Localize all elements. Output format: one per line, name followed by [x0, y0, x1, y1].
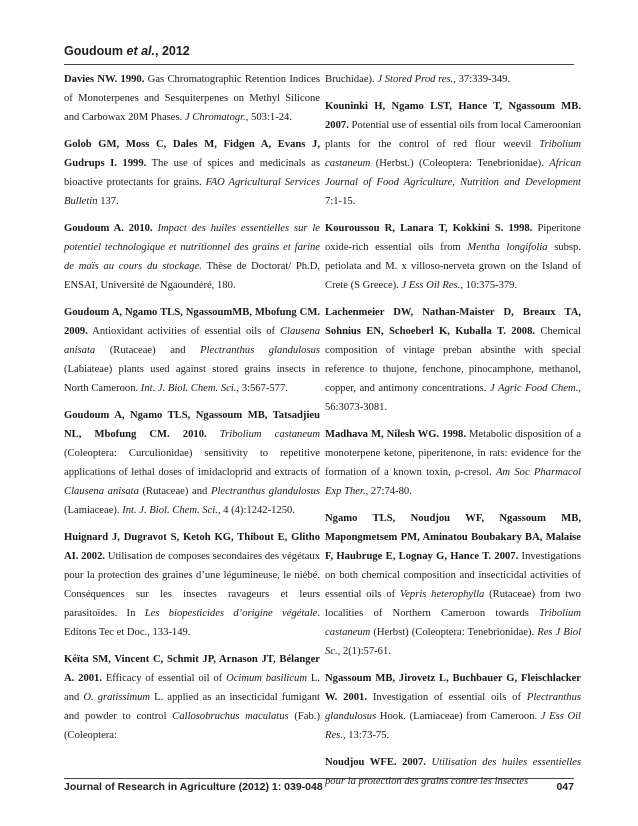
- reference-authors: Goudoum A, Ngamo TLS, NgassoumMB, Mbofung CM. 2009.: [64, 307, 320, 337]
- header-year: , 2012: [155, 44, 190, 58]
- running-header: [64, 44, 190, 58]
- reference-text: Investigation of essential oils of: [366, 692, 527, 703]
- reference-text: Utilisation de composes secondaires des végétaux pour la protection des graines d’une légumineuse, le niébé. Conséquences sur les insectes ravageurs et leurs parasitoïdes. In: [64, 551, 321, 619]
- species-name: Plectranthus glandulosus: [325, 692, 581, 722]
- reference-entry: [64, 406, 320, 520]
- species-name: Plectranthus glandulosus: [211, 486, 320, 497]
- reference-column-right: [325, 70, 581, 799]
- reference-text: (Coleoptera: Curculionidae) sensitivity to repetitive applications of lethal doses of imidacloprid and extracts of: [64, 448, 320, 478]
- reference-authors: Huignard J, Dugravot S, Ketoh KG, Thibout E, Glitho AI. 2002.: [64, 532, 320, 562]
- reference-text: , 503:1-24.: [245, 112, 292, 123]
- reference-text: Piperitone oxide-rich essential oils from: [325, 223, 581, 253]
- reference-text: Thèse de Doctorat/ Ph.D, ENSAI, Université de Ngaoundéré, 180.: [64, 261, 320, 291]
- reference-entry: [64, 219, 320, 295]
- reference-authors: Lachenmeier DW, Nathan-Maister D, Breaux TA, Sohnius EN, Schoeberl K, Kuballa T. 2008.: [325, 307, 581, 337]
- reference-text: 137.: [97, 196, 119, 207]
- reference-text: Efficacy of essential oil of: [101, 673, 227, 684]
- reference-text: Chemical composition of vintage preban absinthe with special reference to thujone, fenchone, pinocamphone, methanol, copper, and antimony concentrations.: [325, 326, 582, 394]
- reference-column-left: [64, 70, 320, 753]
- reference-text: (Rutaceae) and: [138, 486, 211, 497]
- reference-journal: Int. J. Biol. Chem. Sci.: [140, 383, 237, 394]
- reference-text: (Fab.) (Coleoptera:: [64, 711, 320, 741]
- reference-authors: Goudoum A. 2010.: [64, 223, 153, 234]
- header-rule: [64, 64, 574, 65]
- species-name: Tribolium castaneum: [219, 429, 320, 440]
- reference-text: , 4 (4):1242-1250.: [217, 505, 295, 516]
- reference-text: , 27:74-80.: [365, 486, 412, 497]
- reference-title: Utilisation des huiles essentielles pour la protection des grains contre les insectes: [325, 757, 582, 787]
- reference-text: Antioxidant activities of essential oils of: [87, 326, 280, 337]
- reference-text: (Labiateae) plants used against stored grains insects in North Cameroon.: [64, 364, 320, 394]
- reference-entry: [325, 97, 581, 211]
- species-name: Vepris heterophylla: [399, 589, 485, 600]
- reference-text: Hook. (Lamiaceae) from Cameroon.: [376, 711, 541, 722]
- reference-entry: [325, 425, 581, 501]
- species-name: Plectranthus glandulosus: [200, 345, 320, 356]
- reference-text: (Herbst) (Coleoptera: Tenebrionidae).: [370, 627, 538, 638]
- reference-text: (Rutaceae) from two localities of Northern Cameroon towards: [325, 589, 581, 619]
- reference-authors: Noudjou WFE. 2007.: [325, 757, 426, 768]
- reference-authors: Kéïta SM, Vincent C, Schmit JP, Arnason JT, Bélanger A. 2001.: [64, 654, 320, 684]
- reference-authors: Golob GM, Moss C, Dales M, Fidgen A, Evans J, Gudrups I. 1999.: [64, 139, 320, 169]
- reference-authors: Davies NW. 1990.: [64, 74, 145, 85]
- reference-text: 7:1-15.: [325, 196, 356, 207]
- reference-authors: Ngassoum MB, Jirovetz L, Buchbauer G, Fleischlacker W. 2001.: [325, 673, 581, 703]
- species-name: Mentha longifolia: [467, 242, 548, 253]
- species-name: O. gratissimum: [83, 692, 151, 703]
- reference-entry: [64, 70, 320, 127]
- reference-title: Impact des huiles essentielles sur le potentiel technologique et nutritionnel des grains et farine de maïs au cours du stockage.: [64, 223, 320, 272]
- reference-journal: African Journal of Food Agriculture, Nutrition and Development: [325, 158, 581, 188]
- reference-text: , 56:3073-3081.: [325, 383, 582, 413]
- reference-text: (Lamiaceae).: [64, 505, 123, 516]
- species-name: Ocimum basilicum: [226, 673, 307, 684]
- species-name: Tribolium castaneum: [325, 608, 581, 638]
- species-name: Tribolium castaneum: [325, 139, 581, 169]
- reference-text: Gas Chromatographic Retention Indices of Monoterpenes and Sesquiterpenes on Methyl Silicone and Carbowax 20M Phases.: [64, 74, 320, 123]
- reference-text: subsp. petiolata and M. x villoso-nerveta grown on the Island of Crete (S Greece).: [325, 242, 581, 291]
- reference-text: , 3:567-577.: [236, 383, 288, 394]
- reference-journal: J Agric Food Chem.: [489, 383, 579, 394]
- reference-authors: Goudoum A, Ngamo TLS, Ngassoum MB, Tatsadjieu NL, Mbofung CM. 2010.: [64, 410, 320, 440]
- reference-text: Bruchidae).: [325, 74, 378, 85]
- reference-journal: J Chromatogr.: [184, 112, 246, 123]
- reference-text: , 13:73-75.: [342, 730, 390, 741]
- reference-entry: [325, 70, 581, 89]
- reference-text: (Herbst.) (Coleoptera: Tenebrionidae).: [370, 158, 550, 169]
- footer-journal: Journal of Research in Agriculture (2012) 1: 039-048: [64, 781, 323, 793]
- reference-journal: Res J Biol Sc.: [325, 627, 582, 657]
- reference-entry: [64, 650, 320, 745]
- reference-journal: J Ess Oil Res.: [325, 711, 581, 741]
- reference-entry: [325, 669, 581, 745]
- reference-text: L. applied as an insecticidal fumigant and powder to control: [64, 692, 320, 722]
- reference-entry: [325, 509, 581, 661]
- reference-authors: Ngamo TLS, Noudjou WF, Ngassoum MB, Mapongmetsem PM, Aminatou Boubakary BA, Malaise F, Haubruge E, Lognay G, Hance T. 2007.: [325, 513, 581, 562]
- reference-entry: [325, 303, 581, 417]
- reference-authors: Kouninki H, Ngamo LST, Hance T, Ngassoum MB. 2007.: [325, 101, 581, 131]
- reference-entry: [64, 528, 320, 642]
- reference-journal: J Ess Oil Res.: [401, 280, 461, 291]
- reference-journal: Am Soc Pharmacol Exp Ther.: [325, 467, 581, 497]
- footer-rule: [64, 778, 574, 779]
- reference-authors: Kouroussou R, Lanara T, Kokkini S. 1998.: [325, 223, 533, 234]
- reference-book: Les biopesticides d’origine végétale: [144, 608, 318, 619]
- reference-text: Investigations on both chemical composition and insecticidal activities of essential oils of: [325, 551, 581, 600]
- species-name: Clausena anisata: [64, 326, 320, 356]
- reference-text: L. and: [64, 673, 320, 703]
- reference-text: The use of spices and medicinals as bioactive protectants for grains.: [64, 158, 320, 188]
- species-name: Clausena anisata: [64, 486, 139, 497]
- reference-journal: FAO Agricultural Services Bulletin: [64, 177, 320, 207]
- header-author: Goudoum: [64, 44, 127, 58]
- reference-entry: [64, 135, 320, 211]
- reference-journal: J Stored Prod res.: [377, 74, 454, 85]
- reference-entry: [325, 753, 581, 791]
- reference-journal: Int. J. Biol. Chem. Sci.: [122, 505, 218, 516]
- reference-text: . Editons Tec et Doc., 133-149.: [64, 608, 320, 638]
- reference-entry: [64, 303, 320, 398]
- species-name: Callosobruchus maculatus: [172, 711, 289, 722]
- reference-text: , 2(1):57-61.: [337, 646, 391, 657]
- page-number: 047: [556, 781, 574, 793]
- reference-text: , 37:339-349.: [453, 74, 511, 85]
- reference-text: [207, 429, 220, 440]
- reference-text: Metabolic disposition of a monoterpene ketone, piperitenone, in rats: evidence for the formation of a known toxin, ρ-cresol.: [325, 429, 582, 478]
- reference-text: , 10:375-379.: [460, 280, 518, 291]
- reference-entry: [325, 219, 581, 295]
- reference-text: Potential use of essential oils from local Cameroonian plants for the control of red flour weevil: [325, 120, 581, 150]
- reference-authors: Madhava M, Nilesh WG. 1998.: [325, 429, 467, 440]
- reference-text: (Rutaceae) and: [95, 345, 201, 356]
- header-etal: et al.: [126, 44, 155, 58]
